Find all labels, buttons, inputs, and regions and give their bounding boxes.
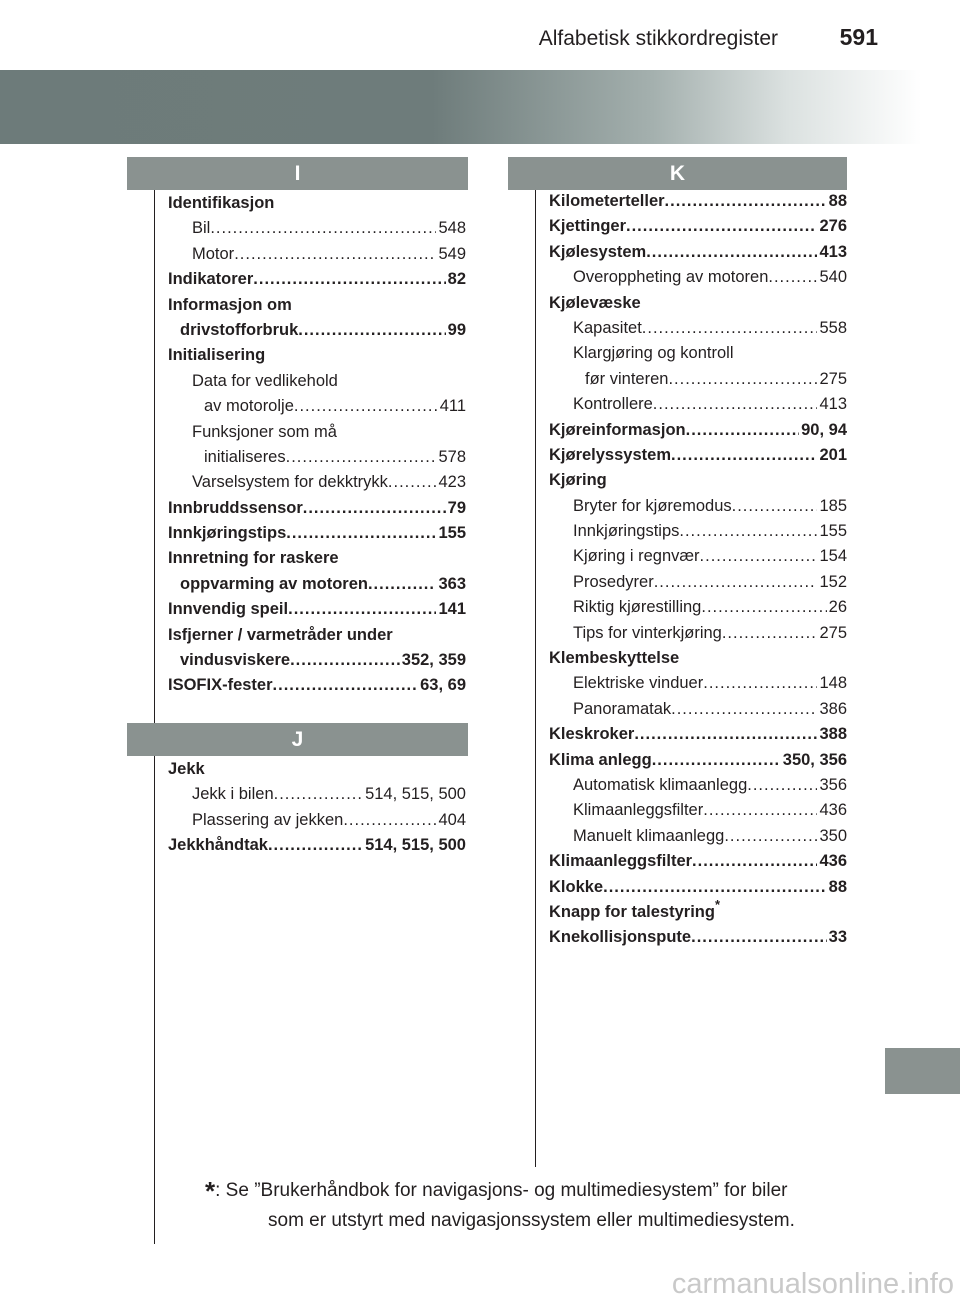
index-entry (549, 570, 847, 595)
entry-term: Kilometerteller (549, 192, 665, 210)
entry-term: Innretning for raskere (168, 549, 339, 568)
index-entry (168, 623, 466, 648)
index-entry (168, 808, 466, 833)
entry-term: Overoppheting av motoren (573, 268, 769, 287)
index-entry (168, 648, 466, 673)
entry-term: Tips for vinterkjøring (573, 623, 722, 642)
entry-term: Motor (192, 244, 235, 263)
index-entry (549, 646, 847, 671)
entry-term: oppvarming av motoren (180, 574, 368, 593)
page-number: 591 (839, 24, 878, 50)
entry-term: Klembeskyttelse (549, 649, 680, 668)
index-entry (168, 782, 466, 807)
section-header-K: K (508, 157, 847, 190)
index-entry (168, 757, 466, 782)
dot-leader (286, 521, 436, 546)
dot-leader (652, 748, 781, 773)
entry-term: Funksjoner som må (192, 422, 337, 441)
entry-page-ref: 549 (438, 244, 466, 263)
dot-leader (642, 316, 818, 341)
index-entry (168, 673, 466, 698)
entry-term: Klargjøring og kontroll (573, 344, 734, 363)
entry-term: Elektriske vinduer (573, 674, 704, 693)
index-entry (168, 318, 466, 343)
dot-leader (603, 875, 827, 900)
index-entry (168, 833, 466, 858)
entry-term: Knapp for talestyring* (549, 900, 720, 925)
index-entry (549, 443, 847, 468)
dot-leader (288, 597, 436, 622)
entry-page-ref: 63, 69 (420, 676, 466, 695)
dot-leader (703, 671, 817, 696)
index-entry (549, 849, 847, 874)
footnote-ref: * (714, 899, 720, 912)
index-entry (168, 572, 466, 597)
index-entry (549, 519, 847, 544)
entry-page-ref: 548 (438, 219, 466, 238)
entry-term: Bil (192, 219, 211, 238)
entry-term: Data for vedlikehold (192, 371, 338, 390)
index-entry (168, 216, 466, 241)
index-entry (168, 496, 466, 521)
entry-page-ref: 436 (819, 852, 847, 871)
footnote-marker: * (205, 1176, 216, 1206)
dot-leader (303, 496, 446, 521)
entry-term: Bryter for kjøremodus (573, 496, 732, 515)
entry-term: Innkjøringstips (573, 522, 680, 541)
entry-page-ref: 99 (447, 320, 466, 339)
dot-leader (691, 925, 827, 950)
entry-page-ref: 514, 515, 500 (365, 785, 466, 804)
entry-page-ref: 88 (828, 877, 847, 896)
index-entry (549, 722, 847, 747)
dot-leader (679, 519, 817, 544)
index-entry (549, 392, 847, 417)
dot-leader (368, 572, 437, 597)
entry-page-ref: 154 (819, 547, 847, 566)
entry-page-ref: 540 (819, 268, 847, 287)
dot-leader (732, 494, 818, 519)
dot-leader (286, 445, 437, 470)
dot-leader (700, 544, 818, 569)
entry-page-ref: 413 (819, 395, 847, 414)
entry-term: Identifikasjon (168, 194, 275, 212)
index-entry (168, 242, 466, 267)
entry-page-ref: 155 (438, 524, 466, 543)
section-header-J: J (127, 723, 468, 756)
entry-term: Automatisk klimaanlegg (573, 775, 748, 794)
index-entry (549, 900, 847, 925)
entry-page-ref: 82 (447, 270, 466, 289)
entry-term: før vinteren (585, 369, 669, 388)
dot-leader (234, 242, 436, 267)
entry-term: Kontrollere (573, 395, 653, 414)
entry-term: Jekk i bilen (192, 785, 274, 804)
dot-leader (654, 570, 818, 595)
left-column-rule (154, 189, 155, 1244)
entry-term: Indikatorer (168, 270, 254, 289)
entry-term: Jekkhåndtak (168, 836, 268, 855)
index-entry (549, 798, 847, 823)
entry-page-ref: 578 (438, 447, 466, 466)
entry-term: Klima anlegg (549, 750, 652, 769)
entry-term: Kjettinger (549, 217, 627, 236)
dot-leader (701, 595, 826, 620)
entry-page-ref: 185 (819, 496, 847, 515)
dot-leader (665, 189, 827, 214)
entry-page-ref: 423 (438, 473, 466, 492)
dot-leader (668, 367, 817, 392)
dot-leader (626, 214, 817, 239)
entry-term: ISOFIX-fester (168, 676, 273, 695)
entry-page-ref: 413 (819, 242, 847, 261)
entry-term: Prosedyrer (573, 572, 654, 591)
index-entry (549, 367, 847, 392)
index-entry (168, 191, 466, 216)
index-entry (549, 595, 847, 620)
dot-leader (722, 621, 818, 646)
index-entry (168, 343, 466, 368)
entry-page-ref: 275 (819, 369, 847, 388)
index-list-K (549, 189, 847, 951)
dot-leader (253, 267, 445, 292)
entry-page-ref: 411 (439, 397, 466, 416)
dot-leader (298, 318, 445, 343)
index-entry (549, 544, 847, 569)
index-entry (549, 418, 847, 443)
entry-term: Manuelt klimaanlegg (573, 826, 725, 845)
index-entry (549, 240, 847, 265)
dot-leader (210, 216, 436, 241)
dot-leader (692, 849, 817, 874)
entry-page-ref: 363 (438, 574, 466, 593)
entry-page-ref: 350 (819, 826, 847, 845)
index-entry (168, 369, 466, 394)
right-column-rule (535, 189, 536, 1167)
index-entry (549, 265, 847, 290)
entry-term: vindusviskere (180, 651, 291, 670)
dot-leader (703, 798, 817, 823)
entry-page-ref: 201 (819, 445, 847, 464)
section-header-I: I (127, 157, 468, 190)
entry-term: Innbruddssensor (168, 498, 303, 517)
index-entry (168, 293, 466, 318)
dot-leader (724, 824, 817, 849)
index-entry (549, 316, 847, 341)
chapter-tab (885, 1048, 960, 1094)
entry-term: Knekollisjonspute (549, 928, 692, 947)
entry-term: Kjøring (549, 471, 607, 490)
entry-term: Klokke (549, 877, 604, 896)
entry-page-ref: 436 (819, 801, 847, 820)
index-entry (168, 394, 466, 419)
footnote (205, 1176, 855, 1236)
entry-page-ref: 155 (819, 522, 847, 541)
index-list-I (168, 191, 466, 699)
index-entry (549, 773, 847, 798)
entry-term: Innkjøringstips (168, 524, 287, 543)
dot-leader (634, 722, 817, 747)
entry-page-ref: 514, 515, 500 (365, 836, 466, 855)
entry-page-ref: 404 (438, 810, 466, 829)
index-entry (168, 445, 466, 470)
dot-leader (747, 773, 817, 798)
dot-leader (268, 833, 363, 858)
entry-term: Innvendig speil (168, 600, 289, 619)
index-entry (549, 494, 847, 519)
index-entry (549, 824, 847, 849)
entry-term: Klimaanleggsfilter (549, 852, 693, 871)
footnote-line-2: som er utstyrt med navigasjonssystem eller multimediesystem. (268, 1210, 795, 1231)
entry-term: Kjølevæske (549, 293, 641, 312)
dot-leader (671, 697, 817, 722)
index-entry (549, 748, 847, 773)
entry-term: Kapasitet (573, 318, 642, 337)
index-entry (549, 341, 847, 366)
entry-term: Kjørelyssystem (549, 445, 671, 464)
entry-page-ref: 352, 359 (401, 651, 466, 670)
entry-term: Isfjerner / varmetråder under (168, 625, 393, 644)
index-entry (549, 214, 847, 239)
entry-term: av motorolje (204, 397, 294, 416)
dot-leader (294, 394, 438, 419)
entry-page-ref: 90, 94 (801, 420, 847, 439)
entry-page-ref: 152 (819, 572, 847, 591)
watermark: carmanualsonline.info (671, 1268, 954, 1300)
entry-page-ref: 386 (819, 699, 847, 718)
dot-leader (646, 240, 817, 265)
index-entry (549, 189, 847, 214)
dot-leader (686, 418, 800, 443)
header-banner (0, 70, 960, 144)
entry-page-ref: 558 (819, 318, 847, 337)
index-entry (549, 291, 847, 316)
index-entry (549, 621, 847, 646)
dot-leader (290, 648, 400, 673)
dot-leader (671, 443, 817, 468)
entry-term: Kjøring i regnvær (573, 547, 700, 566)
index-entry (168, 597, 466, 622)
dot-leader (274, 782, 363, 807)
dot-leader (273, 673, 419, 698)
entry-term: drivstofforbruk (180, 320, 299, 339)
entry-term: Plassering av jekken (192, 810, 344, 829)
entry-page-ref: 26 (828, 598, 847, 617)
entry-page-ref: 276 (819, 217, 847, 236)
index-list-J (168, 757, 466, 859)
index-entry (168, 267, 466, 292)
index-entry (168, 470, 466, 495)
entry-term: Klimaanleggsfilter (573, 801, 704, 820)
entry-page-ref: 350, 356 (782, 750, 847, 769)
entry-term: Jekk (168, 760, 205, 778)
index-entry (168, 546, 466, 571)
entry-term: Kleskroker (549, 725, 635, 744)
entry-term: Panoramatak (573, 699, 672, 718)
index-entry (549, 875, 847, 900)
entry-term: initialiseres (204, 447, 286, 466)
entry-page-ref: 141 (438, 600, 466, 619)
index-entry (549, 468, 847, 493)
index-entry (549, 697, 847, 722)
dot-leader (343, 808, 436, 833)
entry-page-ref: 33 (828, 928, 847, 947)
index-entry (549, 925, 847, 950)
entry-page-ref: 388 (819, 725, 847, 744)
entry-term: Kjølesystem (549, 242, 647, 261)
entry-term: Informasjon om (168, 295, 292, 314)
entry-page-ref: 88 (828, 192, 847, 210)
dot-leader (768, 265, 817, 290)
dot-leader (388, 470, 437, 495)
entry-page-ref: 79 (447, 498, 466, 517)
page-header-title: Alfabetisk stikkordregister (538, 27, 778, 50)
entry-term: Riktig kjørestilling (573, 598, 702, 617)
dot-leader (653, 392, 818, 417)
entry-term: Varselsystem for dekktrykk (192, 473, 388, 492)
index-entry (168, 420, 466, 445)
entry-page-ref: 148 (819, 674, 847, 693)
footnote-line-1: : Se ”Brukerhåndbok for navigasjons- og multimediesystem” for biler (215, 1180, 788, 1201)
entry-page-ref: 356 (819, 775, 847, 794)
index-entry (549, 671, 847, 696)
entry-term: Initialisering (168, 346, 266, 365)
entry-page-ref: 275 (819, 623, 847, 642)
index-entry (168, 521, 466, 546)
entry-term: Kjøreinformasjon (549, 420, 686, 439)
